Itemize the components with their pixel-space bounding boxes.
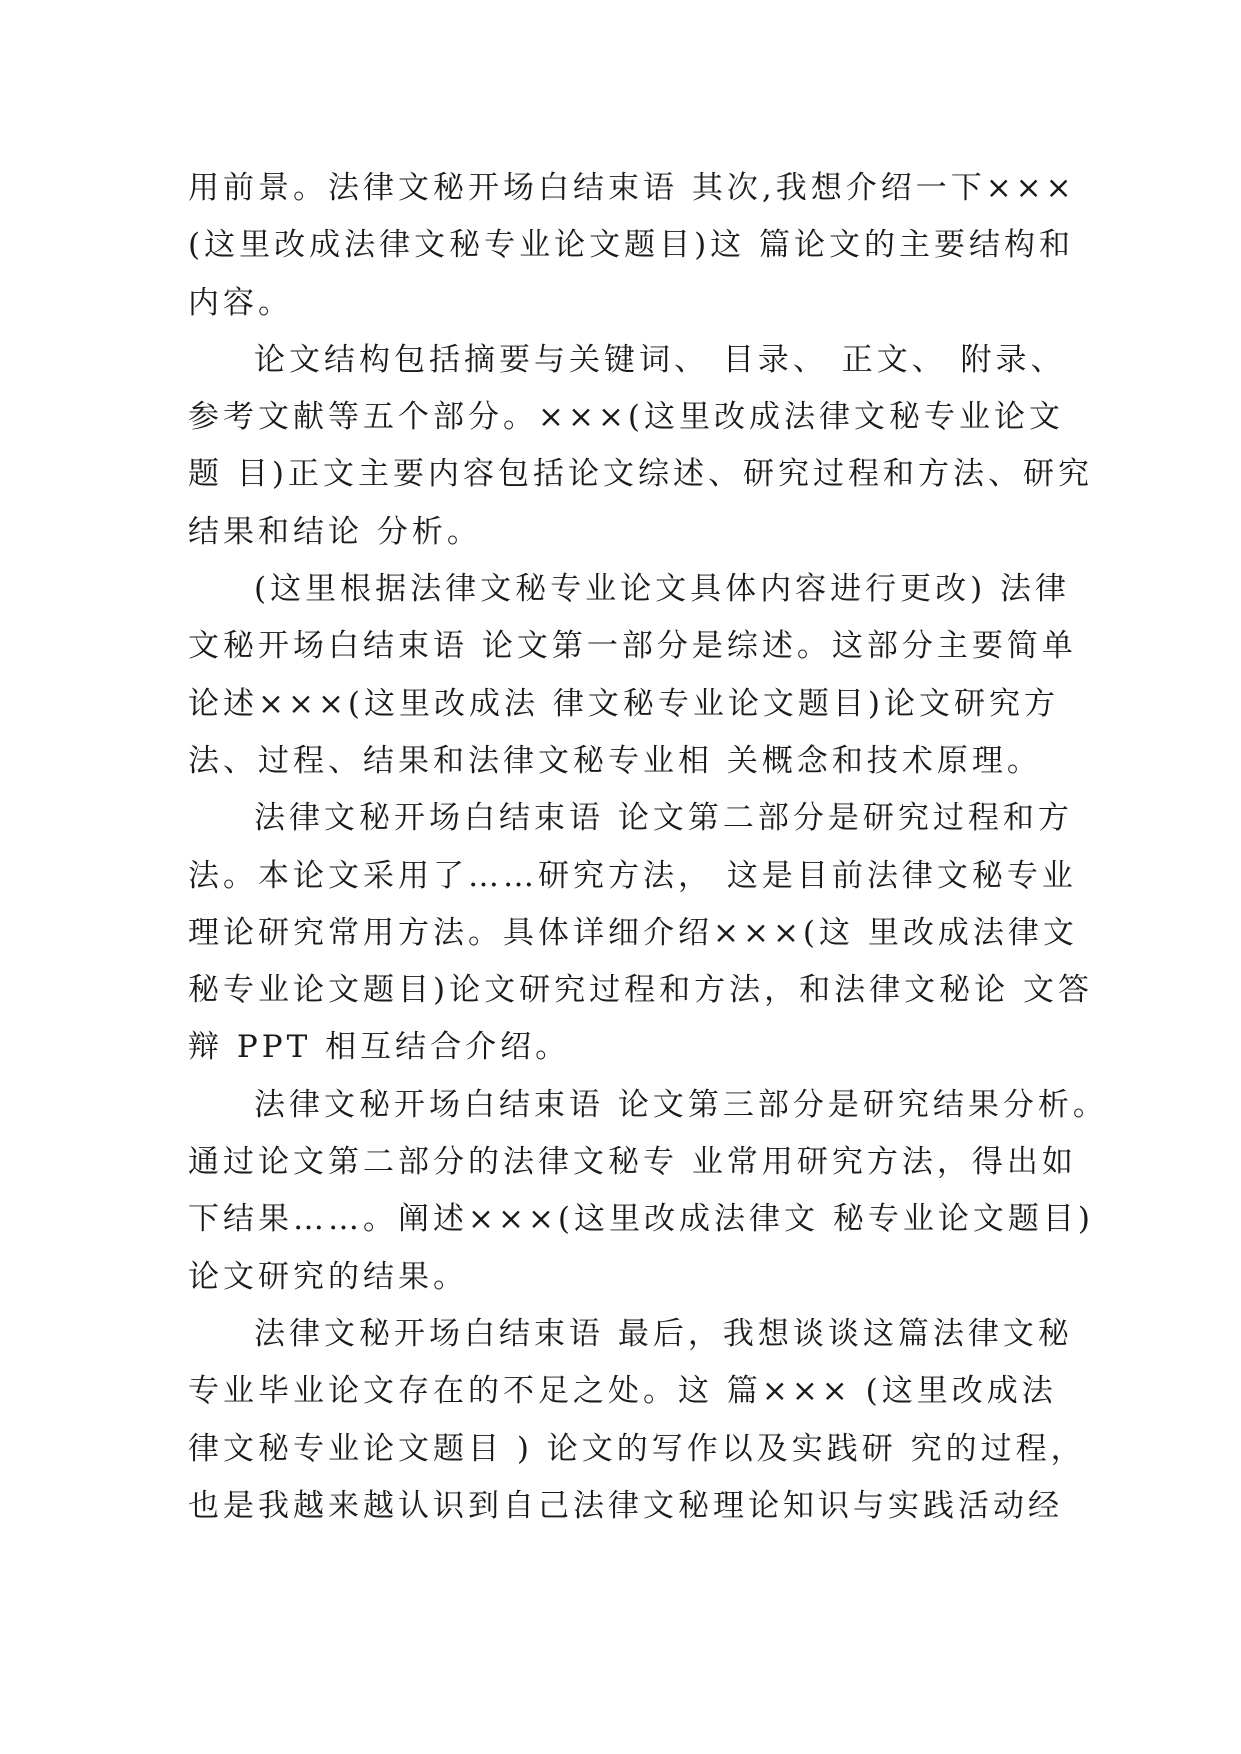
text-line: 用前景。法律文秘开场白结束语 其次,我想介绍一下×××	[188, 170, 1076, 206]
text-line: 法律文秘开场白结束语 论文第三部分是研究结果分析。	[254, 1086, 1108, 1123]
text-line: 论文研究的结果。	[188, 1258, 468, 1295]
text-line: 秘专业论文题目)论文研究过程和方法，和法律文秘论 文答	[188, 972, 1093, 1009]
text-line: (这里根据法律文秘专业论文具体内容进行更改) 法律	[254, 571, 1071, 608]
text-line: 法律文秘开场白结束语 论文第二部分是研究过程和方	[254, 800, 1073, 837]
paragraph	[188, 160, 1076, 332]
text-line: 下结果……。阐述×××(这里改成法律文 秘专业论文题目)	[188, 1201, 1094, 1238]
paragraph	[188, 561, 1077, 790]
document-body	[188, 160, 1108, 1535]
text-line: 法。本论文采用了……研究方法， 这是目前法律文秘专业	[188, 857, 1077, 894]
text-line: 也是我越来越认识到自己法律文秘理论知识与实践活动经	[188, 1487, 1063, 1524]
text-line: 辩 PPT 相互结合介绍。	[188, 1029, 571, 1066]
text-line: 论述×××(这里改成法 律文秘专业论文题目)论文研究方	[188, 685, 1059, 722]
text-line: 题 目)正文主要内容包括论文综述、研究过程和方法、研究	[188, 456, 1093, 493]
text-line: 内容。	[188, 284, 293, 321]
text-line: (这里改成法律文秘专业论文题目)这 篇论文的主要结构和	[188, 227, 1075, 264]
text-line: 理论研究常用方法。具体详细介绍×××(这 里改成法律文	[188, 914, 1078, 951]
paragraph	[188, 1306, 1086, 1535]
text-line: 通过论文第二部分的法律文秘专 业常用研究方法，得出如	[188, 1144, 1077, 1181]
text-line: 律文秘专业论文题目 ) 论文的写作以及实践研 究的过程，	[188, 1430, 1086, 1467]
text-line: 论文结构包括摘要与关键词、 目录、 正文、 附录、	[254, 341, 1066, 378]
text-line: 法律文秘开场白结束语 最后，我想谈谈这篇法律文秘	[254, 1315, 1073, 1352]
text-line: 结果和结论 分析。	[188, 513, 482, 550]
text-line: 文秘开场白结束语 论文第一部分是综述。这部分主要简单	[188, 628, 1077, 665]
text-line: 专业毕业论文存在的不足之处。这 篇××× (这里改成法	[188, 1373, 1057, 1410]
paragraph	[188, 332, 1093, 561]
text-line: 法、过程、结果和法律文秘专业相 关概念和技术原理。	[188, 742, 1042, 779]
paragraph	[188, 1077, 1108, 1306]
paragraph	[188, 790, 1093, 1076]
text-line: 参考文献等五个部分。×××(这里改成法律文秘专业论文	[188, 399, 1065, 436]
